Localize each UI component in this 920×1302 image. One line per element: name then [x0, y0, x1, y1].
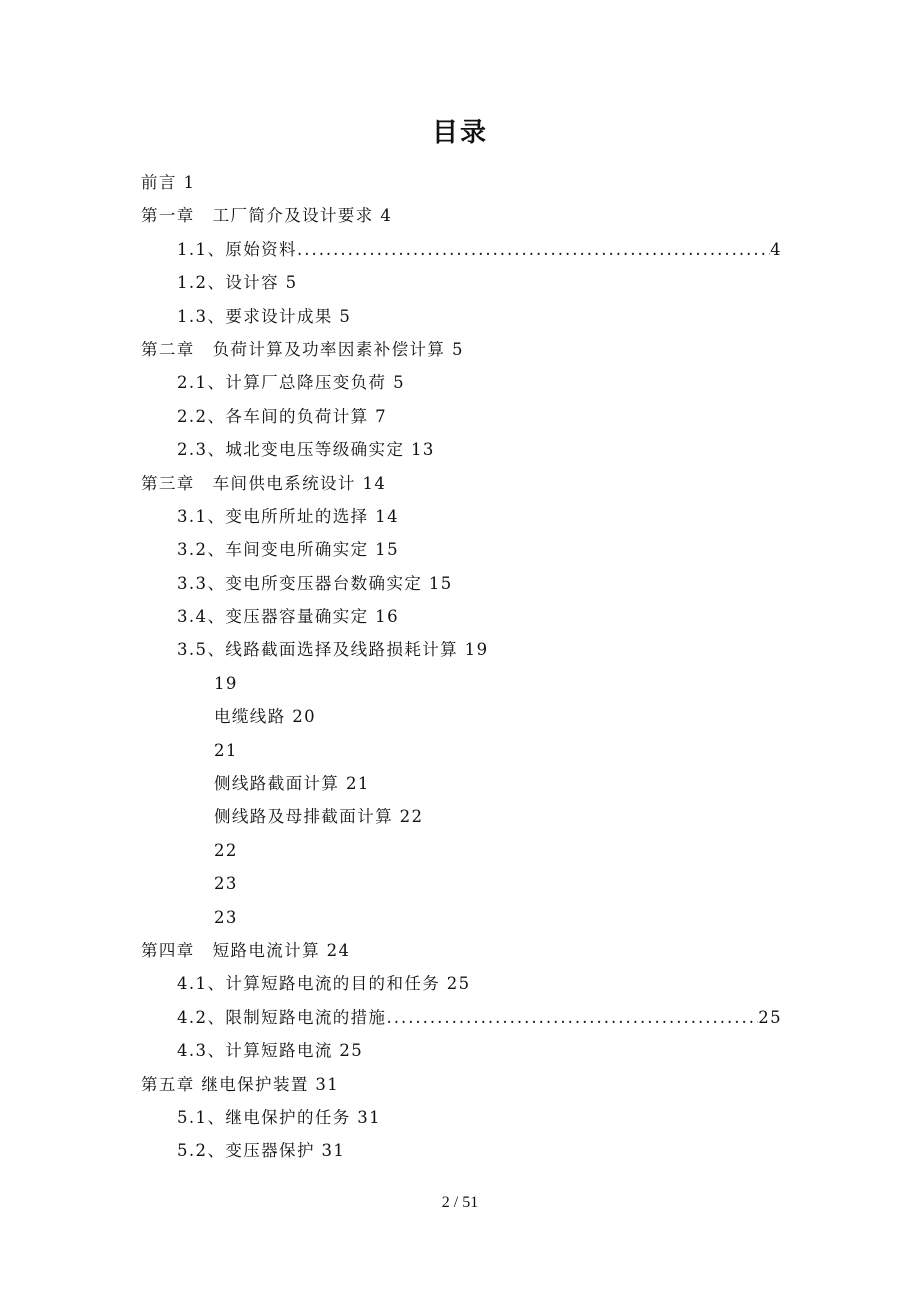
- page-number: 2 / 51: [441, 1194, 479, 1211]
- toc-entry[interactable]: 侧线路及母排截面计算 22: [214, 807, 424, 827]
- toc-entry[interactable]: [0, 233, 782, 266]
- toc-entry[interactable]: 1.2、设计容 5: [177, 273, 298, 293]
- dot-leader: [297, 233, 770, 266]
- toc-entry[interactable]: 第四章 短路电流计算 24: [141, 940, 351, 960]
- toc-entry[interactable]: 3.2、车间变电所确实定 15: [177, 540, 399, 560]
- toc-entry[interactable]: 电缆线路 20: [214, 707, 317, 727]
- toc-entry[interactable]: 2.1、计算厂总降压变负荷 5: [177, 373, 405, 393]
- toc-entry-page: 25: [758, 1007, 782, 1027]
- toc-entry[interactable]: 3.1、变电所所址的选择 14: [177, 506, 399, 526]
- toc-entry-page: 4: [770, 239, 782, 259]
- toc-entry[interactable]: 5.2、变压器保护 31: [177, 1141, 346, 1161]
- dot-leader: [386, 1001, 758, 1034]
- toc-entry[interactable]: 第二章 负荷计算及功率因素补偿计算 5: [141, 339, 464, 359]
- toc-entry[interactable]: 23: [214, 907, 238, 927]
- toc-entry[interactable]: 4.3、计算短路电流 25: [177, 1041, 364, 1061]
- toc-entry-title: 1.1、原始资料: [177, 239, 297, 259]
- toc-entry[interactable]: 2.3、城北变电压等级确实定 13: [177, 440, 435, 460]
- toc-entry[interactable]: 21: [214, 740, 238, 760]
- toc-entry[interactable]: 第一章 工厂简介及设计要求 4: [141, 206, 393, 226]
- table-of-contents: [0, 166, 920, 1168]
- toc-entry[interactable]: 22: [214, 840, 238, 860]
- toc-entry[interactable]: 前言 1: [141, 173, 196, 192]
- toc-entry[interactable]: 5.1、继电保护的任务 31: [177, 1107, 382, 1127]
- toc-entry[interactable]: 第三章 车间供电系统设计 14: [141, 473, 387, 493]
- toc-entry[interactable]: 2.2、各车间的负荷计算 7: [177, 406, 388, 426]
- toc-entry[interactable]: 3.3、变电所变压器台数确实定 15: [177, 573, 453, 593]
- toc-entry-title: 4.2、限制短路电流的措施: [177, 1007, 387, 1027]
- toc-entry[interactable]: 4.1、计算短路电流的目的和任务 25: [177, 974, 471, 994]
- toc-entry[interactable]: 3.4、变压器容量确实定 16: [177, 607, 399, 627]
- toc-entry[interactable]: 23: [214, 874, 238, 894]
- toc-entry[interactable]: 19: [214, 673, 238, 693]
- toc-entry[interactable]: 侧线路截面计算 21: [214, 774, 370, 794]
- toc-entry[interactable]: 第五章 继电保护装置 31: [141, 1074, 340, 1094]
- page-title: 目录: [431, 118, 488, 148]
- toc-entry[interactable]: 1.3、要求设计成果 5: [177, 306, 352, 326]
- toc-entry[interactable]: [0, 1001, 782, 1034]
- toc-entry[interactable]: 3.5、线路截面选择及线路损耗计算 19: [177, 640, 489, 660]
